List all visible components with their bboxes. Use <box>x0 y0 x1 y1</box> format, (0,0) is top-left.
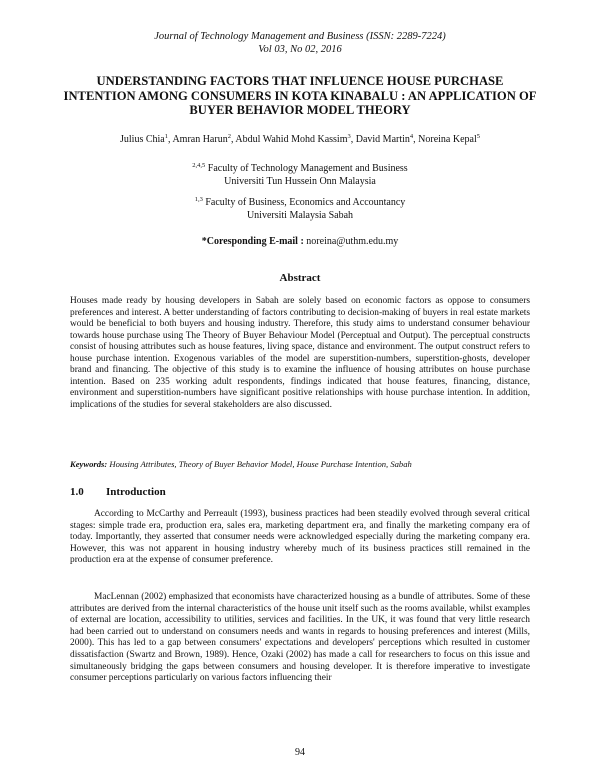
affiliation-faculty: Faculty of Technology Management and Business <box>207 163 408 174</box>
affiliation-sup: 1,3 <box>194 196 203 203</box>
body-paragraph: MacLennan (2002) emphasized that economists have characterized housing as a bundle of attributes. Some of these attributes are derived from the internal characteristics of the house unit itself such as the rooms available, whilst examples of external are location, accessibility to utilities, services and facilities. In the UK, it was found that very little research had been carried out to understand on consumers needs and wants in regards to housing preferences and interest (Mills, 2000). This has led to a gap between consumers' expectations and developers' perceptions which resulted in customer dissatisfaction (Swartz and Brown, 1989). Hence, Ozaki (2002) has made a call for researchers to focus on this issue and simultaneously bridging the gaps between consumers and housing developer. It is therefore imperative to investigate consumer perceptions particularly on various factors influencing their <box>70 592 530 684</box>
keywords-text: Housing Attributes, Theory of Buyer Behavior Model, House Purchase Intention, Sabah <box>109 459 412 469</box>
corresponding-email <box>0 235 600 248</box>
author-list: Julius Chia$^1$, Amran Harun$^2$, Abdul Wahid Mohd Kassim$^3$, David Martin$^4$, Noreina Kepal$^5$ <box>120 133 480 145</box>
affiliation-1 <box>0 162 600 188</box>
author-name: Julius Chia <box>120 134 165 145</box>
affiliation-university: Universiti Malaysia Sabah <box>246 210 354 221</box>
section-number: 1.0 <box>70 486 84 498</box>
author-name: Amran Harun <box>172 134 228 145</box>
abstract-text: Houses made ready by housing developers in Sabah are solely based on economic factors as oppose to consumers preferences and interest. A better understanding of factors contributing to decision-making of buyers in real estate markets would be beneficial to both buyers and housing industry. Therefore, this study aims to understand consumer behaviour towards house purchase using The Theory of Buyer Behaviour Model (Perceptual and Output). The perceptual constructs consist of housing attributes such as house features, living space, distance and environment. The output construct refers to house purchase intention. Exogenous variables of the model are superstition-numbers, superstition-ghosts, developer brand and financing. The objective of this study is to examine the influence of housing attributes on house purchase intention. Based on 235 working adult respondents, findings indicated that house features, financing, distance, environment and superstition-numbers have significant positive relationships with house purchase intention. In addition, implications of the studies for several stakeholders are also discussed. <box>70 296 530 410</box>
author-sup: 3 <box>347 133 351 140</box>
page-number: 94 <box>295 747 305 758</box>
author-name: David Martin <box>355 134 410 145</box>
journal-name: Journal of Technology Management and Business (ISSN: 2289-7224) <box>154 31 446 42</box>
keywords <box>70 459 530 470</box>
email-address[interactable]: noreina@uthm.edu.my <box>306 236 399 247</box>
journal-header <box>0 30 600 56</box>
author-sup: 5 <box>476 133 480 140</box>
journal-volume: Vol 03, No 02, 2016 <box>258 44 342 55</box>
author-name: Abdul Wahid Mohd Kassim <box>235 134 348 145</box>
body-paragraph: According to McCarthy and Perreault (1993), business practices had been steadily evolved through several critical stages: simple trade era, production era, sales era, marketing department era, and finally the marketing company era of today. Importantly, they asserted that consumer needs were acknowledged especially during the marketing company era. However, this was not apparent in housing industry whereby much of its business practices still remained in the production era at the expense of consumer preference. <box>70 509 530 566</box>
affiliation-2 <box>0 196 600 222</box>
abstract-heading: Abstract <box>279 272 321 284</box>
section-heading <box>70 486 166 498</box>
author-sup: 2 <box>227 133 231 140</box>
affiliation-faculty: Faculty of Business, Economics and Accountancy <box>205 197 406 208</box>
affiliation-university: Universiti Tun Hussein Onn Malaysia <box>224 176 376 187</box>
paper-title: UNDERSTANDING FACTORS THAT INFLUENCE HOUSE PURCHASE INTENTION AMONG CONSUMERS IN KOTA KINABALU : AN APPLICATION OF BUYER BEHAVIOR MODEL THEORY <box>63 74 537 117</box>
affiliation-sup: 2,4,5 <box>192 162 206 169</box>
section-title: Introduction <box>106 486 166 498</box>
keywords-label: Keywords: <box>70 459 108 469</box>
author-name: Noreina Kepal <box>418 134 477 145</box>
email-label: *Coresponding E-mail : <box>201 236 304 247</box>
author-sup: 1 <box>164 133 168 140</box>
author-sup: 4 <box>409 133 414 140</box>
